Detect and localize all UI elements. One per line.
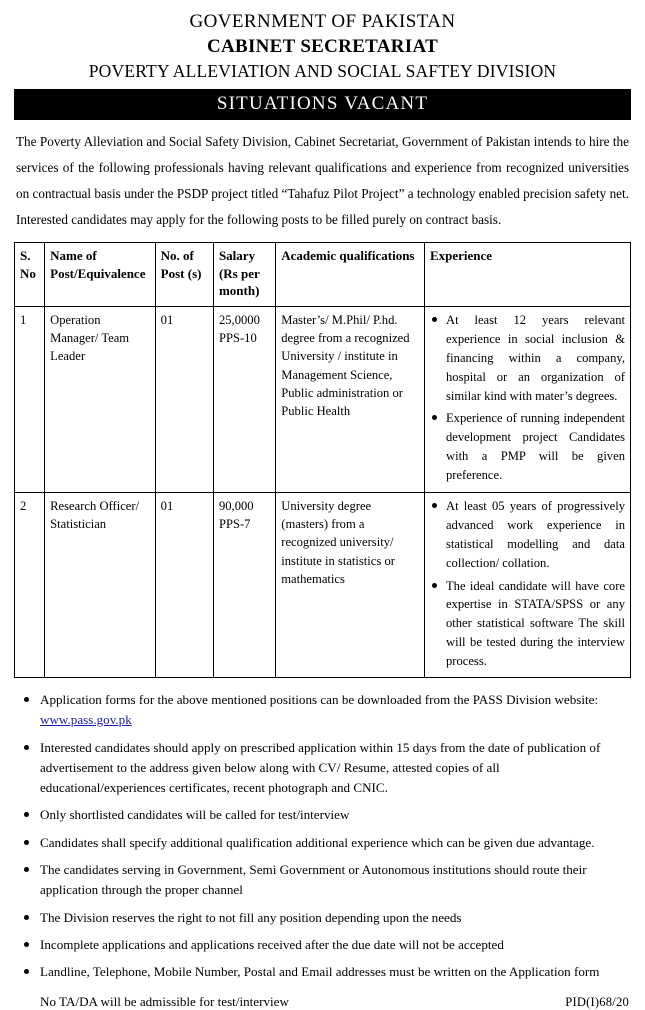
list-item: Landline, Telephone, Mobile Number, Postal and Email addresses must be written on the Application form — [14, 962, 625, 982]
instructions-section — [14, 690, 631, 982]
list-item: Interested candidates should apply on prescribed application within 15 days from the date of publication of advertisement to the address given below along with CV/ Resume, attested copies of all educational/experiences certificates, recent photograph and CNIC. — [14, 738, 625, 799]
cell-qualification: University degree (masters) from a recognized university/ institute in statistics or mathematics — [276, 492, 425, 677]
table-row — [15, 492, 631, 677]
experience-bullet: At least 12 years relevant experience in social inclusion & financing within a company, hospital or an organization of similar kind with mater’s degrees. — [430, 311, 625, 405]
cell-no-of-posts: 01 — [155, 306, 213, 492]
column-header-experience: Experience — [424, 243, 630, 307]
cell-no-of-posts: 01 — [155, 492, 213, 677]
cell-sno: 2 — [15, 492, 45, 677]
header-division-line: POVERTY ALLEVIATION AND SOCIAL SAFTEY DIVISION — [88, 60, 557, 81]
column-header-salary: Salary (Rs per month) — [213, 243, 275, 307]
header-secretariat-line: CABINET SECRETARIAT — [206, 35, 439, 57]
cell-qualification: Master’s/ M.Phil/ P.hd. degree from a recognized University / institute in Management Science, Public administration or Public Health — [276, 306, 425, 492]
table-header-row — [15, 243, 631, 307]
column-header-no-of-posts: No. of Post (s) — [155, 243, 213, 307]
list-item: The Division reserves the right to not fill any position depending upon the needs — [14, 908, 625, 928]
list-item: Incomplete applications and applications received after the due date will not be accepted — [14, 935, 625, 955]
document-footer — [14, 994, 631, 1010]
cell-sno: 1 — [15, 306, 45, 492]
cell-experience — [424, 492, 630, 677]
list-item: Candidates shall specify additional qualification additional experience which can be given due advantage. — [14, 833, 625, 853]
column-header-post: Name of Post/Equivalence — [45, 243, 156, 307]
cell-post: Research Officer/ Statistician — [45, 492, 156, 677]
experience-bullet: At least 05 years of progressively advanced work experience in statistical modelling and data collection/ collation. — [430, 497, 625, 573]
experience-bullet: The ideal candidate will have core expertise in STATA/SPSS or any other statistical software The skill will be tested during the interview process. — [430, 577, 625, 671]
intro-paragraph: The Poverty Alleviation and Social Safety Division, Cabinet Secretariat, Government of Pakistan intends to hire the services of the following professionals having relevant qualifications and experience from recognized universities on contractual basis under the PSDP project titled “Tahafuz Pilot Project” a technology enabled precision safety net. Interested candidates may apply for the following posts to be filled purely on contract basis. — [16, 134, 629, 227]
table-row — [15, 306, 631, 492]
list-item: The candidates serving in Government, Semi Government or Autonomous institutions should route their application through the proper channel — [14, 860, 625, 901]
experience-bullet: Experience of running independent development project Candidates with a PMP will be given preference. — [430, 409, 625, 485]
pid-number: PID(I)68/20 — [565, 995, 629, 1010]
column-header-sno: S. No — [15, 243, 45, 307]
cell-post: Operation Manager/ Team Leader — [45, 306, 156, 492]
cell-salary: 25,0000 PPS-10 — [213, 306, 275, 492]
column-header-qualification: Academic qualifications — [276, 243, 425, 307]
header-government-line: GOVERNMENT OF PAKISTAN — [189, 11, 456, 32]
pass-division-website-link[interactable]: www.pass.gov.pk — [40, 712, 132, 728]
cell-salary: 90,000 PPS-7 — [213, 492, 275, 677]
list-item — [14, 690, 625, 731]
situations-vacant-banner: SITUATIONS VACANT — [14, 89, 631, 120]
cell-experience — [424, 306, 630, 492]
note-text: Application forms for the above mentioned positions can be downloaded from the PASS Division website: — [40, 691, 599, 707]
list-item: Only shortlisted candidates will be called for test/interview — [14, 805, 625, 825]
footer-note: No TA/DA will be admissible for test/interview — [40, 994, 289, 1010]
document-header — [14, 10, 631, 82]
vacancies-table — [14, 242, 631, 678]
